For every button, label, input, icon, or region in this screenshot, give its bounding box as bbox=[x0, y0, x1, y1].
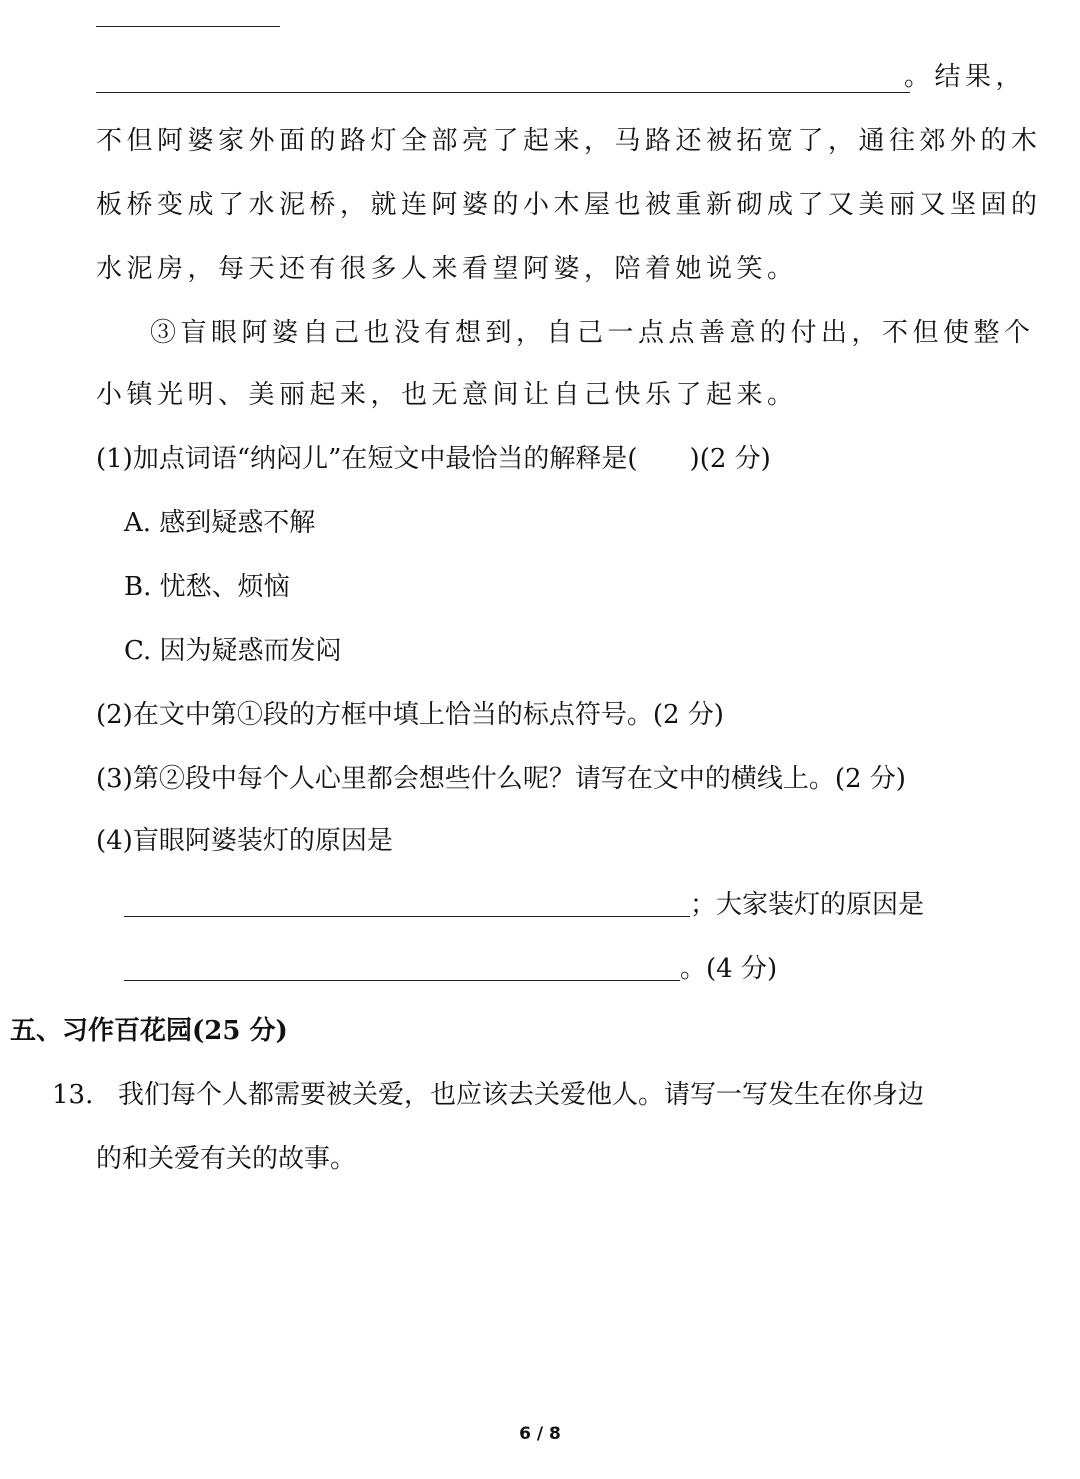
question-13-line-2: 的和关爱有关的故事。 bbox=[96, 1144, 357, 1174]
passage-para3-line-1: ③盲眼阿婆自己也没有想到，自己一点点善意的付出，不但使整个 bbox=[150, 318, 1035, 348]
question-13-line-1: 我们每个人都需要被关爱，也应该去关爱他人。请写一写发生在你身边 bbox=[118, 1080, 925, 1110]
question-4-answer-line-2 bbox=[124, 980, 680, 981]
answer-line-long bbox=[96, 92, 910, 93]
passage-para3-line-2: 小镇光明、美丽起来，也无意间让自己快乐了起来。 bbox=[96, 380, 798, 410]
question-1: (1)加点词语“纳闷儿”在短文中最恰当的解释是( )(2 分) bbox=[96, 444, 771, 474]
question-1-option-b: B. 忧愁、烦恼 bbox=[124, 572, 290, 602]
question-4-line-3-tail: 。(4 分) bbox=[680, 954, 778, 984]
question-4: (4)盲眼阿婆装灯的原因是 bbox=[96, 826, 393, 856]
question-13-number: 13. bbox=[52, 1080, 94, 1110]
question-2: (2)在文中第①段的方框中填上恰当的标点符号。(2 分) bbox=[96, 700, 724, 730]
section-5-heading: 五、习作百花园(25 分) bbox=[10, 1016, 288, 1046]
question-4-line-2-tail: ；大家装灯的原因是 bbox=[690, 890, 925, 920]
question-4-answer-line-1 bbox=[124, 916, 690, 917]
page-number: 6 / 8 bbox=[519, 1424, 561, 1444]
passage-line-1-tail: 。结果， bbox=[904, 62, 1027, 92]
question-1-option-c: C. 因为疑惑而发闷 bbox=[124, 636, 342, 666]
question-3: (3)第②段中每个人心里都会想些什么呢？请写在文中的横线上。(2 分) bbox=[96, 764, 906, 794]
question-1-option-a: A. 感到疑惑不解 bbox=[124, 508, 316, 538]
answer-line-short bbox=[96, 26, 280, 27]
passage-line-4: 水泥房，每天还有很多人来看望阿婆，陪着她说笑。 bbox=[96, 254, 798, 284]
passage-line-3: 板桥变成了水泥桥，就连阿婆的小木屋也被重新砌成了又美丽又坚固的 bbox=[96, 190, 1042, 220]
passage-line-2: 不但阿婆家外面的路灯全部亮了起来，马路还被拓宽了，通往郊外的木 bbox=[96, 126, 1042, 156]
